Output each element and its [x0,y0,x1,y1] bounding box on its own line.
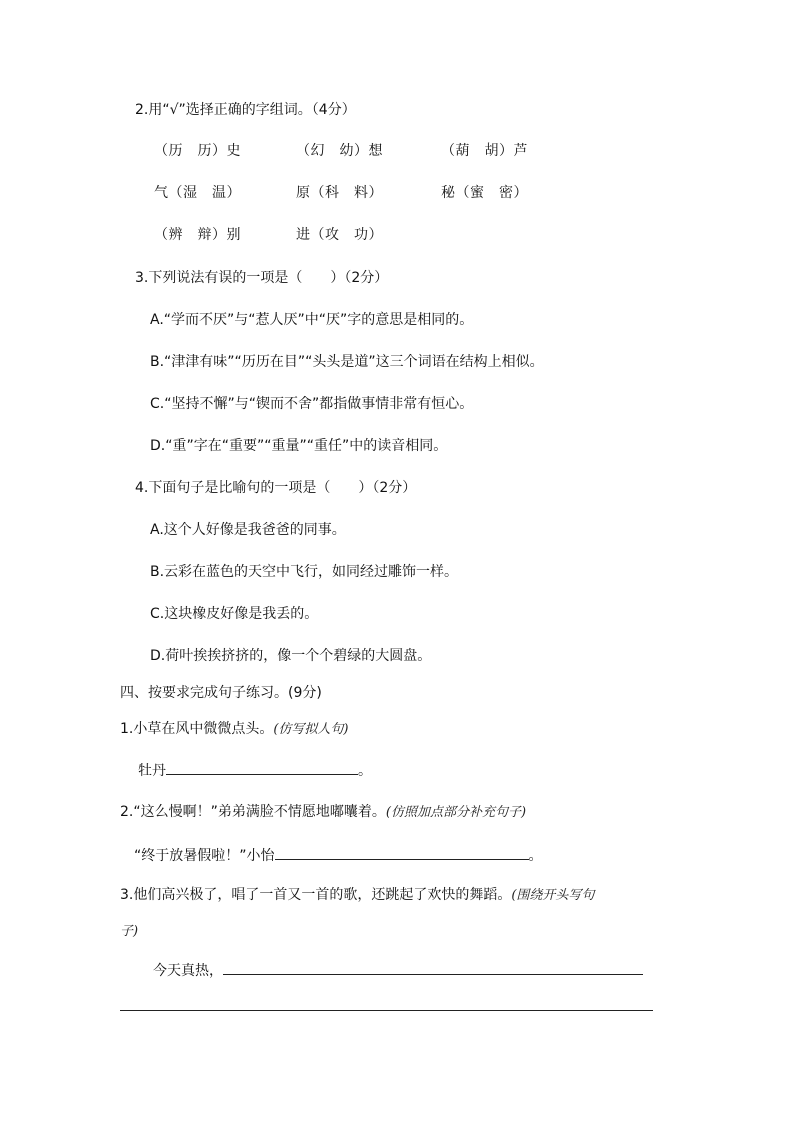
s4-item2-prefix: “终于放暑假啦！”小怡 [134,848,275,864]
s4-item1-blank[interactable] [166,760,358,775]
q4-option-b: B.云彩在蓝色的天空中飞行，如同经过雕饰一样。 [150,564,459,580]
q4-option-d: D.荷叶挨挨挤挤的，像一个个碧绿的大圆盘。 [150,648,432,664]
q2-choice-8: 进（攻 功） [296,227,383,243]
q4-title: 4.下面句子是比喻句的一项是（ ）（2分） [135,480,417,496]
s4-item2-blank[interactable] [275,845,529,860]
q3-option-a: A.“学而不厌”与“惹人厌”中“厌”字的意思是相同的。 [150,312,474,328]
s4-item3-note-b: 子) [120,924,139,939]
q2-title: 2.用“√”选择正确的字组词。（4分） [135,102,356,118]
s4-item2 [120,803,526,822]
q2-choice-1: （历 历）史 [154,143,241,159]
s4-item3-blank-2[interactable] [120,1010,653,1011]
s4-item1-suffix: 。 [358,763,372,779]
s4-item3 [120,886,594,905]
q4-option-a: A.这个人好像是我爸爸的同事。 [150,522,346,538]
q2-choice-5: 原（科 料） [296,185,383,201]
s4-item1-note: (仿写拟人句) [273,722,349,737]
s4-item3-note-a: (围绕开头写句 [511,888,595,903]
s4-item1 [120,720,349,739]
q2-choice-3: （葫 胡）芦 [441,143,528,159]
s4-item1-prefix: 牡丹 [138,763,166,779]
s4-item2-answer [134,845,543,865]
s4-item3-blank-1[interactable] [223,960,643,975]
s4-item3-text: 3.他们高兴极了，唱了一首又一首的歌，还跳起了欢快的舞蹈。 [120,887,512,903]
q4-option-c: C.这块橡皮好像是我丢的。 [150,606,319,622]
s4-item2-note: (仿照加点部分补充句子) [385,805,527,820]
s4-item3-prefix: 今天真热， [153,963,223,979]
q2-choice-4: 气（湿 温） [154,185,241,201]
s4-item3-answer [153,960,643,980]
q2-choice-6: 秘（蜜 密） [441,185,528,201]
s4-item1-text: 1.小草在风中微微点头。 [120,721,274,737]
q2-choice-2: （幻 幼）想 [296,143,383,159]
q3-option-d: D.“重”字在“重要”“重量”“重任”中的读音相同。 [150,438,448,454]
q3-title: 3.下列说法有误的一项是（ ）（2分） [135,270,389,286]
q2-choice-7: （辨 辩）别 [154,227,241,243]
section4-title: 四、按要求完成句子练习。(9分) [120,685,322,701]
s4-item2-text: 2.“这么慢啊！”弟弟满脸不情愿地嘟囔着。 [120,804,386,820]
s4-item2-suffix: 。 [528,848,543,864]
q3-option-b: B.“津津有味”“历历在目”“头头是道”这三个词语在结构上相似。 [150,354,544,370]
q3-option-c: C.“坚持不懈”与“锲而不舍”都指做事情非常有恒心。 [150,396,474,412]
s4-item1-answer [138,760,372,780]
